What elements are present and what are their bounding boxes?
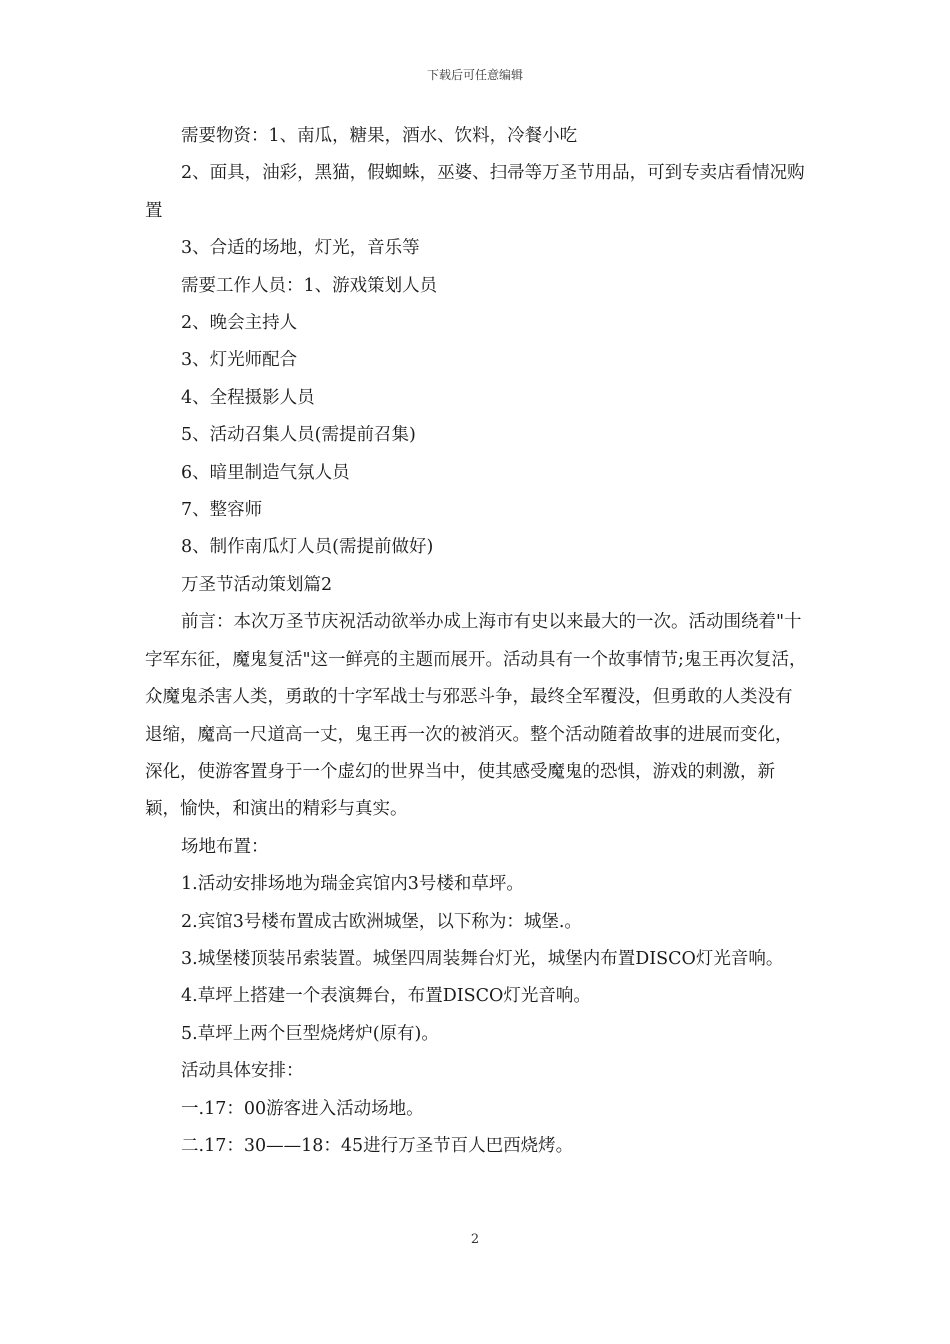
paragraph-staff-7: 7、整容师 [181,500,263,521]
paragraph-schedule-heading: 活动具体安排： [181,1061,304,1082]
paragraph-venue-5: 5.草坪上两个巨型烧烤炉(原有)。 [181,1023,439,1044]
paragraph-staff-4: 4、全程摄影人员 [181,387,315,408]
paragraph-materials-3: 3、合适的场地，灯光，音乐等 [181,238,420,259]
paragraph-materials-1: 需要物资：1、南瓜，糖果，酒水、饮料，冷餐小吃 [181,126,578,146]
document-body [145,118,807,1165]
paragraph-schedule-2: 二.17：30——18：45进行万圣节百人巴西烧烤。 [181,1135,574,1156]
paragraph-schedule-1: 一.17：00游客进入活动场地。 [181,1098,424,1119]
paragraph-venue-2: 2.宾馆3号楼布置成古欧洲城堡，以下称为：城堡.。 [181,911,582,932]
paragraph-materials-2: 2、面具，油彩，黑猫，假蜘蛛，巫婆、扫帚等万圣节用品，可到专卖店看情况购置 [145,163,805,221]
paragraph-staff-2: 2、晚会主持人 [181,313,298,334]
paragraph-staff-1: 需要工作人员：1、游戏策划人员 [181,275,438,296]
paragraph-staff-8: 8、制作南瓜灯人员(需提前做好) [181,537,434,558]
paragraph-preface: 前言：本次万圣节庆祝活动欲举办成上海市有史以来最大的一次。活动围绕着"十字军东征，魔鬼复活"这一鲜亮的主题而展开。活动具有一个故事情节;鬼王再次复活，众魔鬼杀害人类，勇敢的十字军战士与邪恶斗争，最终全军覆没，但勇敢的人类没有退缩，魔高一尺道高一丈，鬼王再一次的被消灭。整个活动随着故事的进展而变化，深化，使游客置身于一个虚幻的世界当中，使其感受魔鬼的恐惧，游戏的刺激，新颖，愉快，和演出的精彩与真实。 [145,612,807,820]
page-number: 2 [470,1232,480,1247]
paragraph-staff-6: 6、暗里制造气氛人员 [181,462,350,483]
paragraph-venue-4: 4.草坪上搭建一个表演舞台，布置DISCO灯光音响。 [181,986,591,1007]
page-header: 下载后可任意编辑 [426,68,523,82]
paragraph-venue-heading: 场地布置： [181,836,269,857]
section-title: 万圣节活动策划篇2 [181,574,333,595]
paragraph-staff-3: 3、灯光师配合 [181,350,298,371]
paragraph-venue-1: 1.活动安排场地为瑞金宾馆内3号楼和草坪。 [181,874,524,895]
paragraph-staff-5: 5、活动召集人员(需提前召集) [181,425,416,446]
paragraph-venue-3: 3.城堡楼顶装吊索装置。城堡四周装舞台灯光，城堡内布置DISCO灯光音响。 [181,948,784,969]
